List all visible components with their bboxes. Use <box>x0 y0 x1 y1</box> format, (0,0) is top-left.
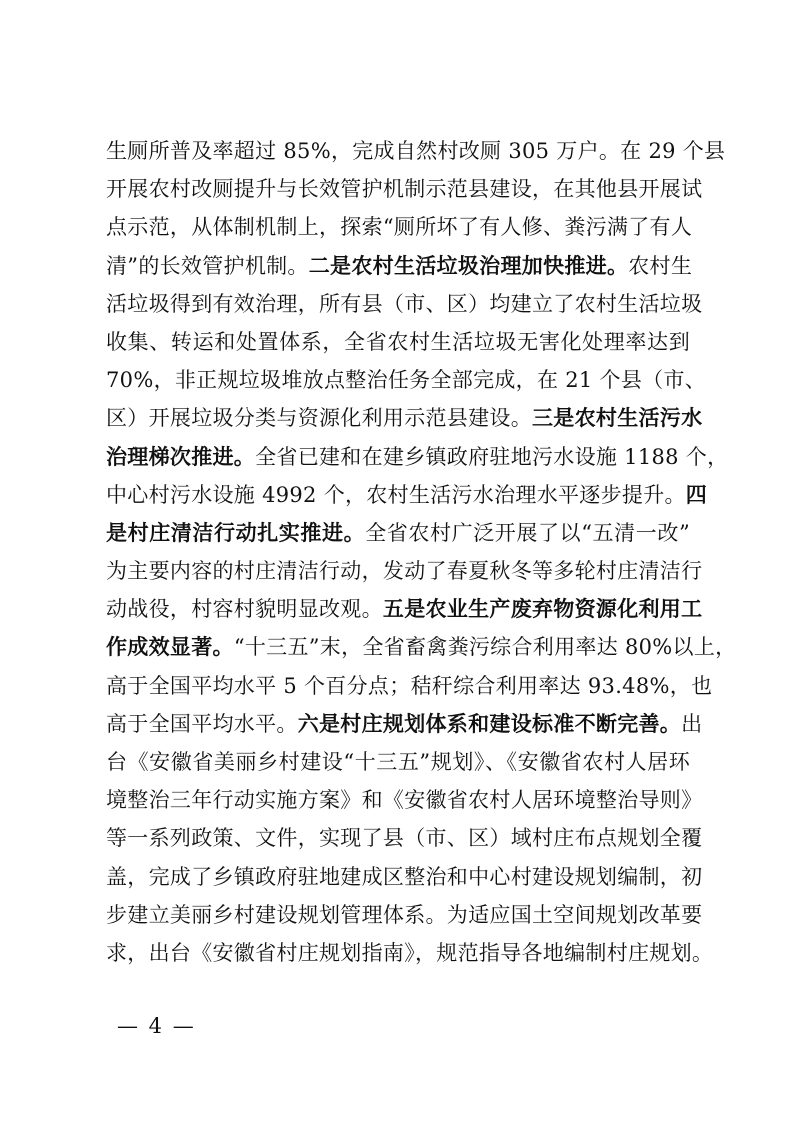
text-line <box>106 323 690 361</box>
bold-heading-text: 五是农业生产废弃物资源化利用工 <box>382 596 703 622</box>
body-paragraph <box>106 132 737 972</box>
text-line <box>106 476 708 514</box>
bold-heading-text: 治理梯次推进。 <box>106 443 256 469</box>
text-line <box>106 819 703 857</box>
text-line <box>106 247 693 285</box>
bold-heading-text: 三是农村生活污水 <box>532 405 703 431</box>
body-text-segment: 境整治三年行动实施方案》和《安徽省农村人居环境整治导则》 <box>106 788 703 813</box>
text-line <box>106 934 714 972</box>
body-text-segment: 生厕所普及率超过 85%，完成自然村改厕 305 万户。在 29 个县 <box>106 139 726 163</box>
bold-heading-text: 作成效显著。 <box>106 634 234 660</box>
body-text-segment: 出 <box>681 711 703 736</box>
body-text-segment: 农村生 <box>628 253 693 278</box>
body-text-segment: 全省农村广泛开展了以“五清一改” <box>365 520 690 545</box>
body-text-segment: 动战役，村容村貌明显改观。 <box>106 597 383 622</box>
body-text-segment: 活垃圾得到有效治理，所有县（市、区）均建立了农村生活垃圾 <box>106 291 703 316</box>
body-text-segment: 等一系列政策、文件，实现了县（市、区）域村庄布点规划全覆 <box>106 826 703 851</box>
page-number: — 4 — <box>117 1014 196 1038</box>
text-line <box>106 132 726 170</box>
text-line <box>106 628 737 666</box>
text-line <box>106 208 693 246</box>
body-text-segment: 70%，非正规垃圾堆放点整治任务全部完成，在 21 个县（市、 <box>106 368 707 393</box>
body-text-segment: 中心村污水设施 4992 个，农村生活污水治理水平逐步提升。 <box>106 482 686 507</box>
body-text-segment: 高于全国平均水平。 <box>106 711 298 736</box>
text-line <box>106 361 707 399</box>
body-text-segment: 为主要内容的村庄清洁行动，发动了春夏秋冬等多轮村庄清洁行 <box>106 559 703 584</box>
text-line <box>106 781 703 819</box>
bold-heading-text: 是村庄清洁行动扎实推进。 <box>106 519 366 545</box>
bold-heading-text: 二是农村生活垃圾治理加快推进。 <box>308 252 629 278</box>
body-text-segment: 高于全国平均水平 5 个百分点；秸秆综合利用率达 93.48%，也 <box>106 673 713 698</box>
text-line <box>106 743 690 781</box>
body-text-segment: 步建立美丽乡村建设规划管理体系。为适应国土空间规划改革要 <box>106 902 703 927</box>
body-text-segment: “十三五”末，全省畜禽粪污综合利用率达 80%以上， <box>233 635 737 660</box>
body-text-segment: 台《安徽省美丽乡村建设“十三五”规划》、《安徽省农村人居环 <box>106 750 690 774</box>
body-text-segment: 求，出台《安徽省村庄规划指南》，规范指导各地编制村庄规划。 <box>106 940 714 965</box>
body-text-segment: 盖，完成了乡镇政府驻地建成区整治和中心村建设规划编制，初 <box>106 864 703 889</box>
body-text-segment: 全省已建和在建乡镇政府驻地污水设施 1188 个， <box>255 444 729 469</box>
text-line <box>106 590 703 628</box>
body-text-segment: 清”的长效管护机制。 <box>106 253 309 278</box>
text-line <box>106 170 703 208</box>
text-line <box>106 858 703 896</box>
text-line <box>106 705 703 743</box>
text-line <box>106 667 713 705</box>
body-text-segment: 开展农村改厕提升与长效管护机制示范县建设，在其他县开展试 <box>106 177 703 202</box>
body-text-segment: 点示范，从体制机制上，探索“厕所坏了有人修、粪污满了有人 <box>106 215 693 240</box>
body-text-segment: 区）开展垃圾分类与资源化利用示范县建设。 <box>106 406 532 431</box>
text-line <box>106 399 703 437</box>
text-line <box>106 285 703 323</box>
text-line <box>106 896 703 934</box>
text-line <box>106 438 729 476</box>
bold-heading-text: 六是村庄规划体系和建设标准不断完善。 <box>297 710 682 736</box>
text-line <box>106 552 703 590</box>
body-text-segment: 收集、转运和处置体系，全省农村生活垃圾无害化处理率达到 <box>106 329 690 354</box>
text-line <box>106 514 690 552</box>
bold-heading-text: 四 <box>685 481 708 507</box>
